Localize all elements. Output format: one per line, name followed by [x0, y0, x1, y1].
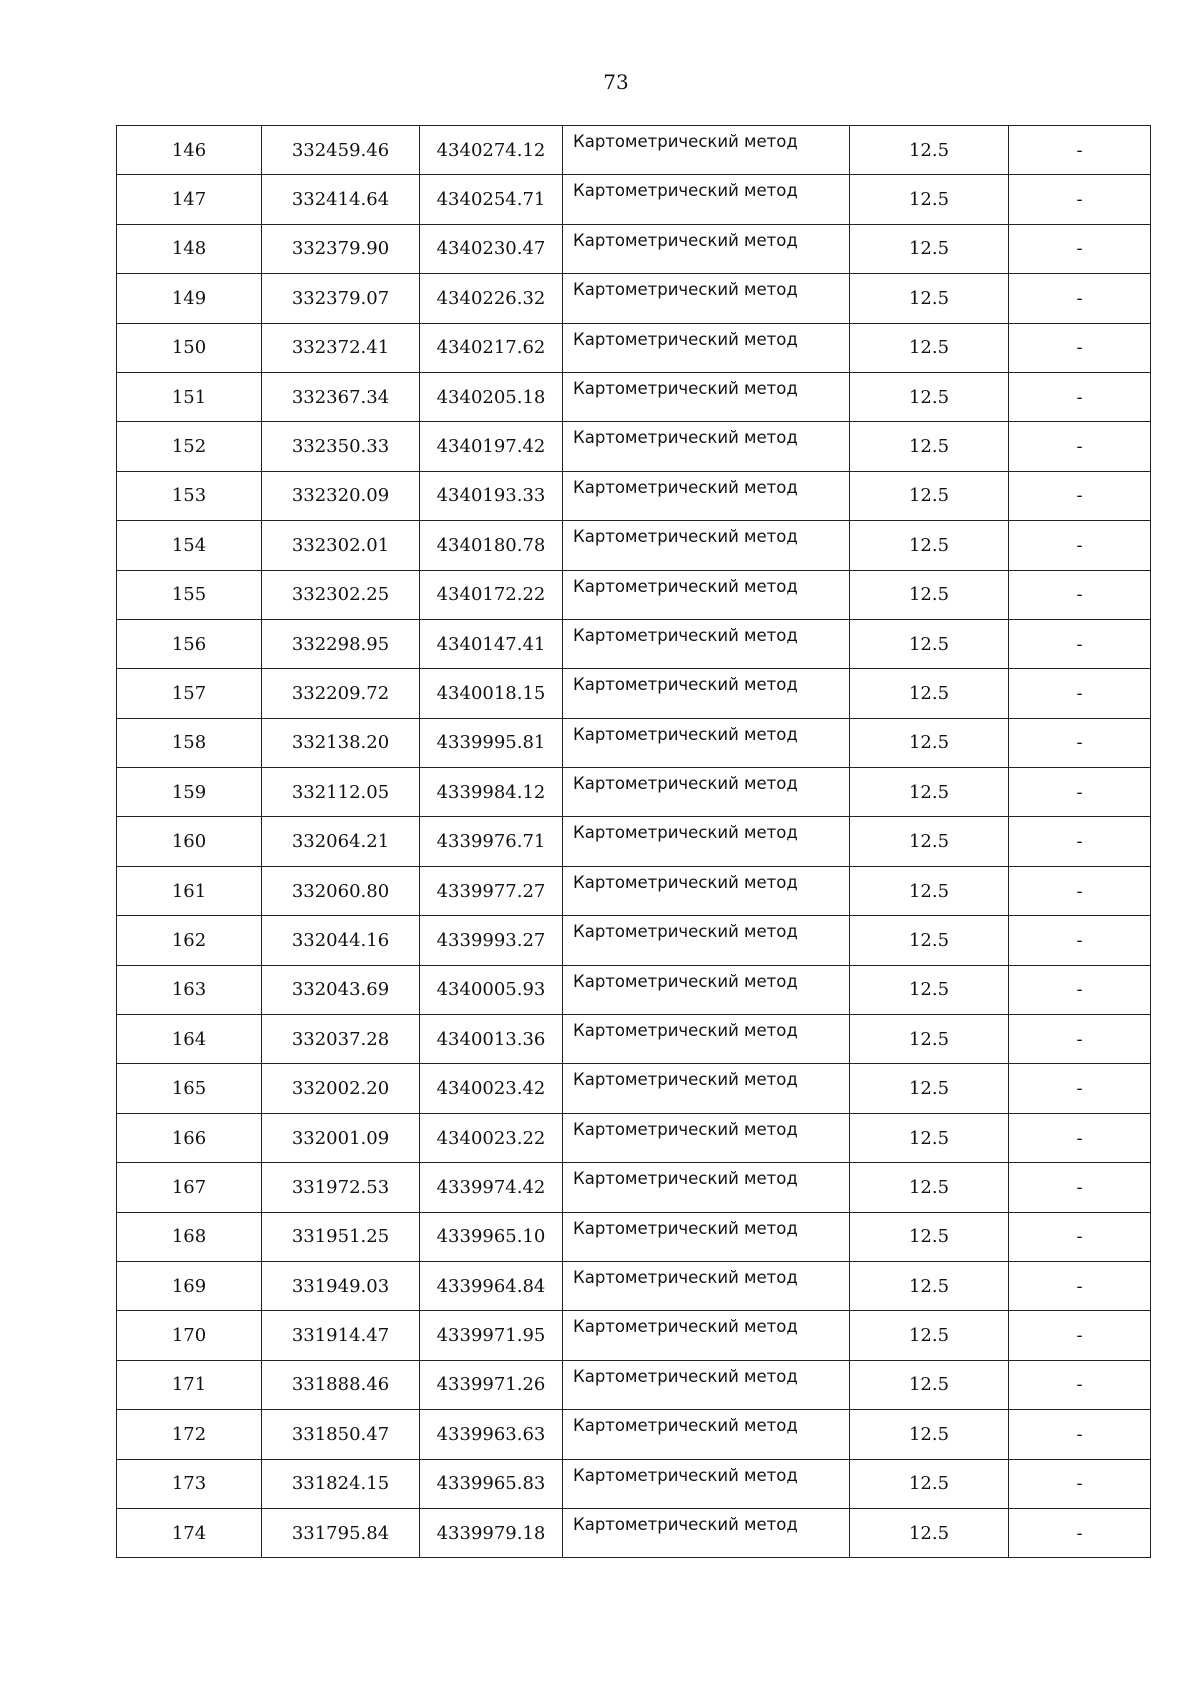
note-cell: -	[1009, 619, 1151, 668]
point-number-cell: 173	[117, 1459, 262, 1508]
x-coordinate-cell: 331949.03	[262, 1261, 420, 1310]
note-cell: -	[1009, 126, 1151, 175]
method-cell: Картометрический метод	[563, 1508, 850, 1557]
accuracy-cell: 12.5	[850, 1261, 1009, 1310]
method-cell: Картометрический метод	[563, 1064, 850, 1113]
x-coordinate-cell: 332302.01	[262, 521, 420, 570]
point-number-cell: 172	[117, 1410, 262, 1459]
point-number-cell: 166	[117, 1113, 262, 1162]
point-number-cell: 168	[117, 1212, 262, 1261]
accuracy-cell: 12.5	[850, 669, 1009, 718]
x-coordinate-cell: 332044.16	[262, 916, 420, 965]
note-cell: -	[1009, 718, 1151, 767]
x-coordinate-cell: 332037.28	[262, 1015, 420, 1064]
x-coordinate-cell: 332060.80	[262, 866, 420, 915]
method-cell: Картометрический метод	[563, 1113, 850, 1162]
method-cell: Картометрический метод	[563, 1311, 850, 1360]
x-coordinate-cell: 331914.47	[262, 1311, 420, 1360]
method-cell: Картометрический метод	[563, 866, 850, 915]
point-number-cell: 148	[117, 224, 262, 273]
point-number-cell: 154	[117, 521, 262, 570]
x-coordinate-cell: 332350.33	[262, 422, 420, 471]
table-row	[117, 372, 1151, 421]
y-coordinate-cell: 4339979.18	[420, 1508, 563, 1557]
method-cell: Картометрический метод	[563, 422, 850, 471]
x-coordinate-cell: 332001.09	[262, 1113, 420, 1162]
method-cell: Картометрический метод	[563, 619, 850, 668]
y-coordinate-cell: 4339995.81	[420, 718, 563, 767]
note-cell: -	[1009, 1163, 1151, 1212]
x-coordinate-cell: 332459.46	[262, 126, 420, 175]
note-cell: -	[1009, 1459, 1151, 1508]
y-coordinate-cell: 4340172.22	[420, 570, 563, 619]
note-cell: -	[1009, 965, 1151, 1014]
y-coordinate-cell: 4339971.95	[420, 1311, 563, 1360]
note-cell: -	[1009, 1261, 1151, 1310]
accuracy-cell: 12.5	[850, 768, 1009, 817]
point-number-cell: 147	[117, 175, 262, 224]
method-cell: Картометрический метод	[563, 175, 850, 224]
accuracy-cell: 12.5	[850, 126, 1009, 175]
point-number-cell: 170	[117, 1311, 262, 1360]
table-row	[117, 323, 1151, 372]
note-cell: -	[1009, 471, 1151, 520]
table-row	[117, 274, 1151, 323]
table-row	[117, 1064, 1151, 1113]
table-row	[117, 916, 1151, 965]
point-number-cell: 161	[117, 866, 262, 915]
y-coordinate-cell: 4339971.26	[420, 1360, 563, 1409]
table-row	[117, 1459, 1151, 1508]
note-cell: -	[1009, 175, 1151, 224]
table-row	[117, 768, 1151, 817]
method-cell: Картометрический метод	[563, 372, 850, 421]
table-row	[117, 1410, 1151, 1459]
method-cell: Картометрический метод	[563, 274, 850, 323]
table-row	[117, 570, 1151, 619]
table-row	[117, 1311, 1151, 1360]
x-coordinate-cell: 331850.47	[262, 1410, 420, 1459]
y-coordinate-cell: 4339965.83	[420, 1459, 563, 1508]
accuracy-cell: 12.5	[850, 175, 1009, 224]
method-cell: Картометрический метод	[563, 1459, 850, 1508]
x-coordinate-cell: 332320.09	[262, 471, 420, 520]
accuracy-cell: 12.5	[850, 817, 1009, 866]
note-cell: -	[1009, 422, 1151, 471]
y-coordinate-cell: 4340018.15	[420, 669, 563, 718]
note-cell: -	[1009, 1064, 1151, 1113]
accuracy-cell: 12.5	[850, 1311, 1009, 1360]
y-coordinate-cell: 4339984.12	[420, 768, 563, 817]
note-cell: -	[1009, 372, 1151, 421]
point-number-cell: 157	[117, 669, 262, 718]
accuracy-cell: 12.5	[850, 372, 1009, 421]
method-cell: Картометрический метод	[563, 1212, 850, 1261]
table-row	[117, 1163, 1151, 1212]
point-number-cell: 171	[117, 1360, 262, 1409]
point-number-cell: 152	[117, 422, 262, 471]
table-row	[117, 175, 1151, 224]
note-cell: -	[1009, 866, 1151, 915]
y-coordinate-cell: 4339964.84	[420, 1261, 563, 1310]
accuracy-cell: 12.5	[850, 1410, 1009, 1459]
note-cell: -	[1009, 817, 1151, 866]
table-row	[117, 817, 1151, 866]
accuracy-cell: 12.5	[850, 1015, 1009, 1064]
table-row	[117, 718, 1151, 767]
table-row	[117, 1015, 1151, 1064]
accuracy-cell: 12.5	[850, 1163, 1009, 1212]
method-cell: Картометрический метод	[563, 471, 850, 520]
method-cell: Картометрический метод	[563, 817, 850, 866]
x-coordinate-cell: 332138.20	[262, 718, 420, 767]
method-cell: Картометрический метод	[563, 224, 850, 273]
accuracy-cell: 12.5	[850, 718, 1009, 767]
x-coordinate-cell: 332414.64	[262, 175, 420, 224]
table-body	[117, 126, 1151, 1558]
note-cell: -	[1009, 323, 1151, 372]
point-number-cell: 146	[117, 126, 262, 175]
note-cell: -	[1009, 224, 1151, 273]
method-cell: Картометрический метод	[563, 1360, 850, 1409]
y-coordinate-cell: 4340023.22	[420, 1113, 563, 1162]
y-coordinate-cell: 4340005.93	[420, 965, 563, 1014]
accuracy-cell: 12.5	[850, 274, 1009, 323]
x-coordinate-cell: 332064.21	[262, 817, 420, 866]
y-coordinate-cell: 4340205.18	[420, 372, 563, 421]
table-row	[117, 1360, 1151, 1409]
x-coordinate-cell: 332379.90	[262, 224, 420, 273]
method-cell: Картометрический метод	[563, 1015, 850, 1064]
x-coordinate-cell: 332372.41	[262, 323, 420, 372]
point-number-cell: 169	[117, 1261, 262, 1310]
x-coordinate-cell: 331951.25	[262, 1212, 420, 1261]
note-cell: -	[1009, 274, 1151, 323]
note-cell: -	[1009, 669, 1151, 718]
table-row	[117, 471, 1151, 520]
y-coordinate-cell: 4340023.42	[420, 1064, 563, 1113]
table-row	[117, 965, 1151, 1014]
x-coordinate-cell: 332298.95	[262, 619, 420, 668]
table-row	[117, 422, 1151, 471]
note-cell: -	[1009, 1410, 1151, 1459]
y-coordinate-cell: 4340274.12	[420, 126, 563, 175]
method-cell: Картометрический метод	[563, 1163, 850, 1212]
accuracy-cell: 12.5	[850, 224, 1009, 273]
y-coordinate-cell: 4340217.62	[420, 323, 563, 372]
x-coordinate-cell: 331972.53	[262, 1163, 420, 1212]
x-coordinate-cell: 331824.15	[262, 1459, 420, 1508]
method-cell: Картометрический метод	[563, 323, 850, 372]
point-number-cell: 159	[117, 768, 262, 817]
note-cell: -	[1009, 768, 1151, 817]
accuracy-cell: 12.5	[850, 619, 1009, 668]
method-cell: Картометрический метод	[563, 1261, 850, 1310]
point-number-cell: 165	[117, 1064, 262, 1113]
accuracy-cell: 12.5	[850, 471, 1009, 520]
point-number-cell: 174	[117, 1508, 262, 1557]
x-coordinate-cell: 332209.72	[262, 669, 420, 718]
x-coordinate-cell: 332043.69	[262, 965, 420, 1014]
accuracy-cell: 12.5	[850, 521, 1009, 570]
method-cell: Картометрический метод	[563, 521, 850, 570]
accuracy-cell: 12.5	[850, 1113, 1009, 1162]
point-number-cell: 155	[117, 570, 262, 619]
method-cell: Картометрический метод	[563, 768, 850, 817]
x-coordinate-cell: 332302.25	[262, 570, 420, 619]
accuracy-cell: 12.5	[850, 965, 1009, 1014]
note-cell: -	[1009, 1212, 1151, 1261]
x-coordinate-cell: 332002.20	[262, 1064, 420, 1113]
point-number-cell: 149	[117, 274, 262, 323]
table-row	[117, 866, 1151, 915]
y-coordinate-cell: 4340226.32	[420, 274, 563, 323]
point-number-cell: 167	[117, 1163, 262, 1212]
point-number-cell: 151	[117, 372, 262, 421]
note-cell: -	[1009, 1508, 1151, 1557]
method-cell: Картометрический метод	[563, 718, 850, 767]
note-cell: -	[1009, 570, 1151, 619]
accuracy-cell: 12.5	[850, 1508, 1009, 1557]
y-coordinate-cell: 4339993.27	[420, 916, 563, 965]
note-cell: -	[1009, 1113, 1151, 1162]
x-coordinate-cell: 332379.07	[262, 274, 420, 323]
table-row	[117, 669, 1151, 718]
table-row	[117, 1113, 1151, 1162]
accuracy-cell: 12.5	[850, 1064, 1009, 1113]
point-number-cell: 156	[117, 619, 262, 668]
y-coordinate-cell: 4340197.42	[420, 422, 563, 471]
point-number-cell: 153	[117, 471, 262, 520]
accuracy-cell: 12.5	[850, 570, 1009, 619]
note-cell: -	[1009, 521, 1151, 570]
method-cell: Картометрический метод	[563, 126, 850, 175]
note-cell: -	[1009, 1360, 1151, 1409]
x-coordinate-cell: 331795.84	[262, 1508, 420, 1557]
accuracy-cell: 12.5	[850, 1360, 1009, 1409]
y-coordinate-cell: 4339974.42	[420, 1163, 563, 1212]
accuracy-cell: 12.5	[850, 916, 1009, 965]
coordinates-table	[116, 125, 1151, 1558]
point-number-cell: 162	[117, 916, 262, 965]
y-coordinate-cell: 4340230.47	[420, 224, 563, 273]
method-cell: Картометрический метод	[563, 669, 850, 718]
note-cell: -	[1009, 916, 1151, 965]
accuracy-cell: 12.5	[850, 866, 1009, 915]
accuracy-cell: 12.5	[850, 422, 1009, 471]
table-row	[117, 521, 1151, 570]
table-row	[117, 1261, 1151, 1310]
method-cell: Картометрический метод	[563, 965, 850, 1014]
table-row	[117, 224, 1151, 273]
point-number-cell: 158	[117, 718, 262, 767]
accuracy-cell: 12.5	[850, 323, 1009, 372]
x-coordinate-cell: 332112.05	[262, 768, 420, 817]
accuracy-cell: 12.5	[850, 1212, 1009, 1261]
y-coordinate-cell: 4340193.33	[420, 471, 563, 520]
method-cell: Картометрический метод	[563, 570, 850, 619]
y-coordinate-cell: 4339963.63	[420, 1410, 563, 1459]
note-cell: -	[1009, 1015, 1151, 1064]
accuracy-cell: 12.5	[850, 1459, 1009, 1508]
y-coordinate-cell: 4339977.27	[420, 866, 563, 915]
y-coordinate-cell: 4340180.78	[420, 521, 563, 570]
x-coordinate-cell: 332367.34	[262, 372, 420, 421]
y-coordinate-cell: 4339965.10	[420, 1212, 563, 1261]
point-number-cell: 150	[117, 323, 262, 372]
note-cell: -	[1009, 1311, 1151, 1360]
page-number: 73	[603, 70, 629, 94]
point-number-cell: 163	[117, 965, 262, 1014]
method-cell: Картометрический метод	[563, 916, 850, 965]
y-coordinate-cell: 4340147.41	[420, 619, 563, 668]
y-coordinate-cell: 4340254.71	[420, 175, 563, 224]
method-cell: Картометрический метод	[563, 1410, 850, 1459]
point-number-cell: 164	[117, 1015, 262, 1064]
y-coordinate-cell: 4339976.71	[420, 817, 563, 866]
table-row	[117, 126, 1151, 175]
y-coordinate-cell: 4340013.36	[420, 1015, 563, 1064]
table-row	[117, 1508, 1151, 1557]
table-row	[117, 1212, 1151, 1261]
table-row	[117, 619, 1151, 668]
point-number-cell: 160	[117, 817, 262, 866]
x-coordinate-cell: 331888.46	[262, 1360, 420, 1409]
